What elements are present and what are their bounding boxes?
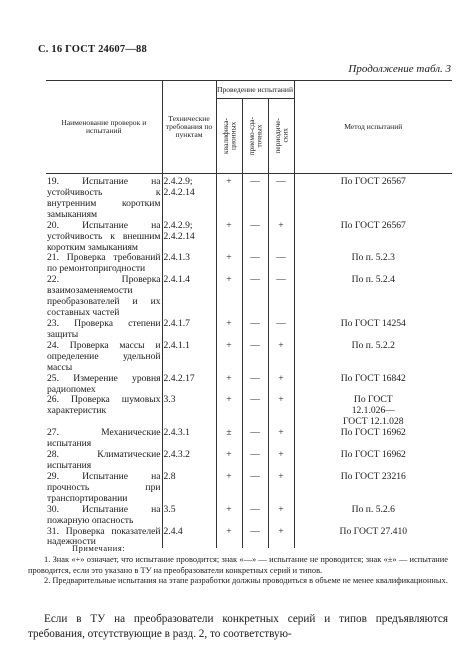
table-row: [46, 253, 452, 275]
row-requirement: 3.5: [162, 505, 216, 527]
page-header: С. 16 ГОСТ 24607—88: [38, 44, 147, 55]
row-periodic-mark: +: [268, 428, 294, 450]
row-requirement: 2.4.3.1: [162, 428, 216, 450]
row-name: 28. Климатические испытания: [47, 449, 161, 471]
row-periodic-mark: —: [268, 253, 294, 275]
header-name: Наименование проверок и испытаний: [46, 81, 162, 174]
table-row: [46, 374, 452, 396]
row-periodic-mark: +: [268, 395, 294, 428]
row-qualification-mark: +: [216, 319, 242, 341]
row-method: По ГОСТ 26567: [294, 174, 452, 221]
table-row: [46, 221, 452, 254]
row-qualification-mark: +: [216, 395, 242, 428]
row-requirement: 2.4.1.3: [162, 253, 216, 275]
row-name: 29. Испытание на прочность при транспортировании: [47, 470, 161, 504]
table-row: [46, 472, 452, 505]
row-periodic-mark: —: [268, 174, 294, 221]
table-row: [46, 319, 452, 341]
row-requirement: 2.4.4: [162, 527, 216, 549]
table-row: [46, 174, 452, 221]
table-row: [46, 450, 452, 472]
row-requirement: 2.4.1.7: [162, 319, 216, 341]
row-periodic-mark: +: [268, 527, 294, 549]
row-periodic-mark: —: [268, 319, 294, 341]
row-qualification-mark: +: [216, 221, 242, 254]
row-method: По ГОСТ 16962: [294, 428, 452, 450]
row-acceptance-mark: —: [242, 319, 268, 341]
row-method: По ГОСТ 27.410: [294, 527, 452, 549]
row-method: По ГОСТ 23216: [294, 472, 452, 505]
row-acceptance-mark: —: [242, 428, 268, 450]
row-requirement: 2.4.2.9; 2.4.2.14: [162, 221, 216, 254]
row-periodic-mark: +: [268, 450, 294, 472]
row-method: По ГОСТ 26567: [294, 221, 452, 254]
row-name: 21. Проверка требований по ремонтопригодности: [47, 252, 161, 275]
row-acceptance-mark: —: [242, 374, 268, 396]
row-qualification-mark: +: [216, 275, 242, 319]
row-periodic-mark: +: [268, 505, 294, 527]
body-paragraph: Если в ТУ на преобразователи конкретных серий и типов предъявляются требования, отсутствующие в разд. 2, то соответствую-: [28, 613, 448, 640]
row-requirement: 2.4.1.1: [162, 341, 216, 374]
row-qualification-mark: +: [216, 174, 242, 221]
row-name: 31. Проверка показателей надежности: [47, 525, 161, 548]
row-name: 22. Проверка взаимозаменяемости преобразователей и их составных частей: [47, 274, 161, 319]
row-method: По ГОСТ 16962: [294, 450, 452, 472]
row-acceptance-mark: —: [242, 275, 268, 319]
row-acceptance-mark: —: [242, 221, 268, 254]
row-method: По п. 5.2.4: [294, 275, 452, 319]
table-continuation-label: Продолжение табл. 3: [348, 63, 451, 75]
row-requirement: 2.4.3.2: [162, 450, 216, 472]
row-name: 23. Проверка степени защиты: [47, 317, 161, 340]
row-method: По п. 5.2.2: [294, 341, 452, 374]
row-acceptance-mark: —: [242, 527, 268, 549]
row-name: 24. Проверка массы и определение удельной массы: [47, 339, 161, 373]
note-item: 1. Знак «+» означает, что испытание проводится; знак «—» — испытание не проводится; знак «±» — испытание проводится, если это указано в ТУ на преобразователи конкретных серий и типов.: [28, 554, 448, 575]
row-qualification-mark: +: [216, 505, 242, 527]
header-periodic: периодиче- ских: [272, 118, 290, 154]
header-acceptance: приемо-сда- точных: [246, 116, 263, 156]
row-method: По ГОСТ 16842: [294, 374, 452, 396]
row-name: 19. Испытание на устойчивость к внутренним коротким замыканиям: [47, 176, 161, 220]
header-requirements: Технические требования по пунктам: [162, 81, 216, 174]
row-acceptance-mark: —: [242, 341, 268, 374]
header-conduct: Проведение испытаний: [216, 81, 294, 99]
row-acceptance-mark: —: [242, 174, 268, 221]
row-periodic-mark: +: [268, 374, 294, 396]
row-qualification-mark: +: [216, 374, 242, 396]
row-method: По ГОСТ 12.1.026— ГОСТ 12.1.028: [294, 395, 452, 428]
table-row: [46, 395, 452, 428]
row-requirement: 2.4.2.17: [162, 374, 216, 396]
row-periodic-mark: +: [268, 341, 294, 374]
row-requirement: 2.4.2.9; 2.4.2.14: [162, 174, 216, 221]
notes: [28, 544, 448, 587]
row-requirement: 2.8: [162, 472, 216, 505]
row-qualification-mark: +: [216, 341, 242, 374]
row-qualification-mark: +: [216, 527, 242, 549]
row-name: 25. Измерение уровня радиопомех: [47, 372, 161, 395]
table-row: [46, 275, 452, 319]
row-name: 30. Испытание на пожарную опасность: [47, 503, 161, 526]
row-qualification-mark: +: [216, 472, 242, 505]
row-requirement: 2.4.1.4: [162, 275, 216, 319]
row-requirement: 3.3: [162, 395, 216, 428]
row-qualification-mark: +: [216, 253, 242, 275]
row-acceptance-mark: —: [242, 253, 268, 275]
table-row: [46, 341, 452, 374]
row-acceptance-mark: —: [242, 505, 268, 527]
row-method: По п. 5.2.3: [294, 253, 452, 275]
row-periodic-mark: +: [268, 221, 294, 254]
row-method: По ГОСТ 14254: [294, 319, 452, 341]
row-qualification-mark: +: [216, 450, 242, 472]
row-method: По п. 5.2.6: [294, 505, 452, 527]
row-name: 20. Испытание на устойчивость к внешним коротким замыканиям: [47, 219, 161, 253]
tests-table: [46, 80, 452, 548]
row-name: 27. Механические испытания: [47, 427, 161, 450]
row-acceptance-mark: —: [242, 450, 268, 472]
note-item: 2. Предварительные испытания на этапе разработки должны проводиться в объеме не менее квалификационных.: [44, 576, 448, 586]
row-periodic-mark: —: [268, 275, 294, 319]
row-acceptance-mark: —: [242, 472, 268, 505]
row-acceptance-mark: —: [242, 395, 268, 428]
row-qualification-mark: ±: [216, 428, 242, 450]
row-name: 26. Проверка шумовых характеристик: [47, 394, 161, 417]
table-row: [46, 505, 452, 527]
notes-title: Примечания:: [72, 544, 126, 553]
table-row: [46, 428, 452, 450]
header-qualification: квалифика- ционных: [220, 118, 237, 154]
header-method: Метод испытаний: [294, 81, 452, 174]
row-periodic-mark: +: [268, 472, 294, 505]
